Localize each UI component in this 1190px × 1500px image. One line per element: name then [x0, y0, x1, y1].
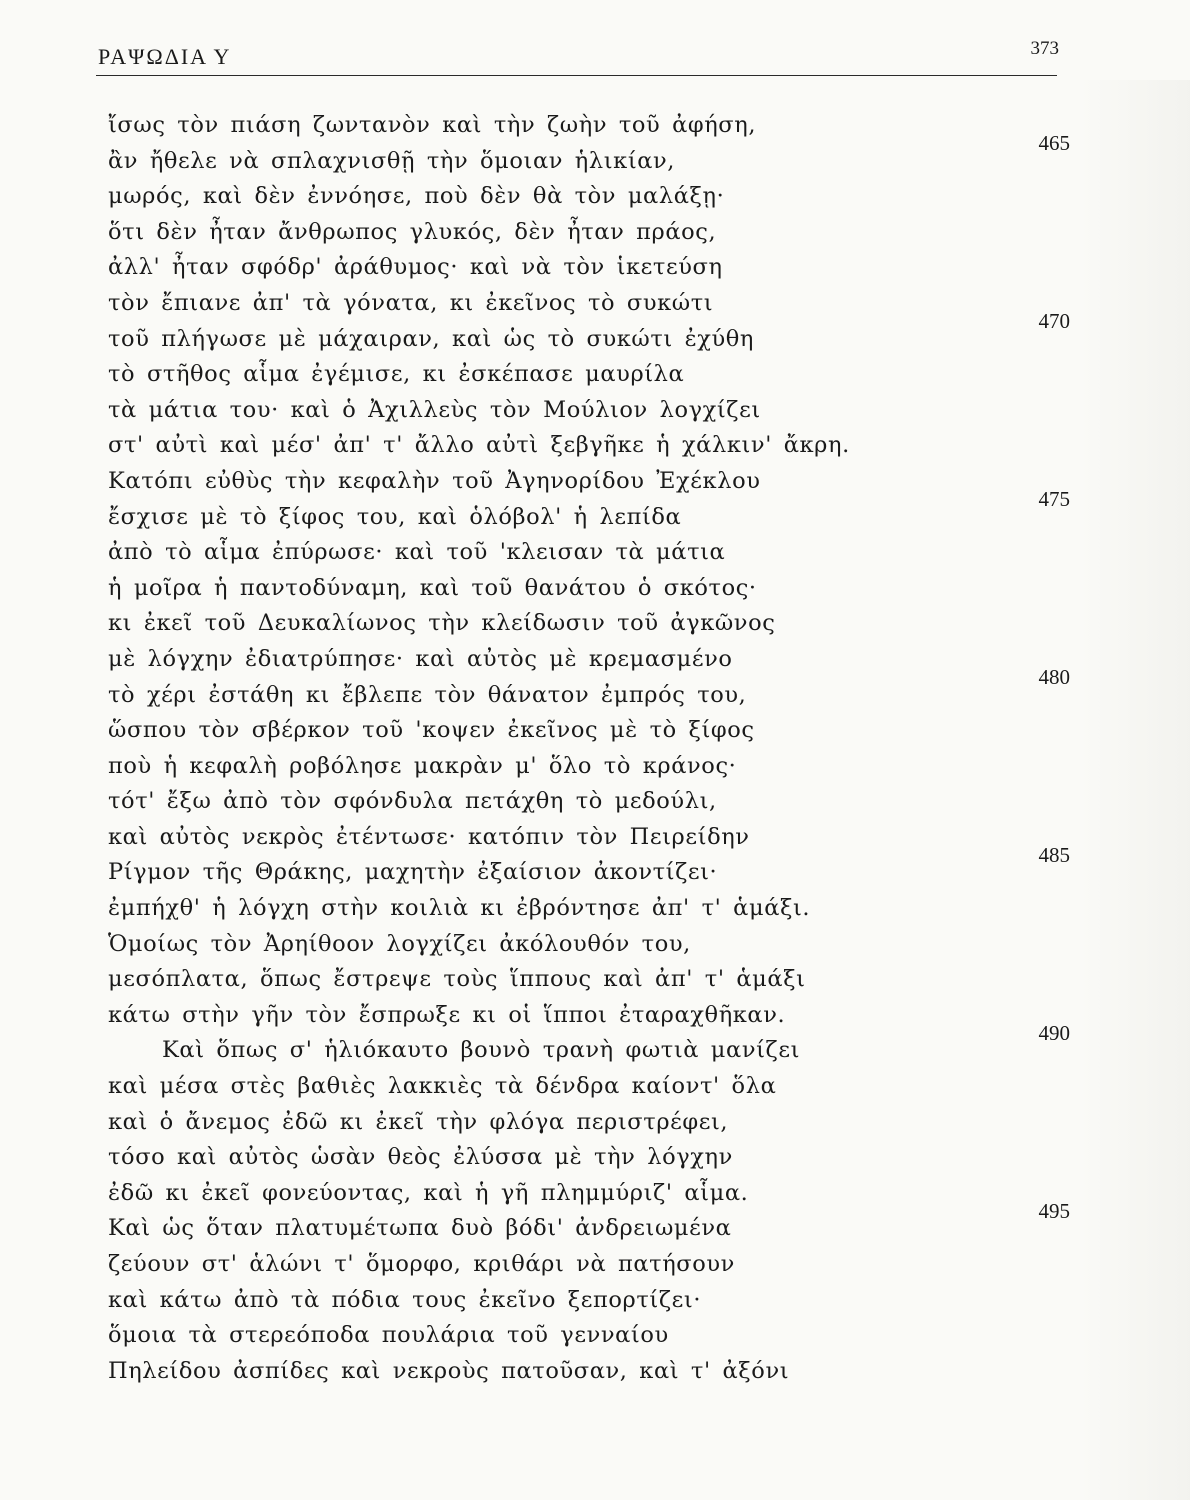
line-number-column [1000, 0, 1090, 1500]
verse-line: κι ἐκεῖ τοῦ Δευκαλίωνος τὴν κλείδωσιν τοῦ ἀγκῶνος [108, 610, 776, 637]
verse-line: τότ' ἔξω ἀπὸ τὸν σφόνδυλα πετάχθη τὸ μεδούλι, [108, 788, 717, 815]
line-number: 480 [1038, 665, 1070, 689]
line-number: 490 [1038, 1021, 1070, 1045]
verse-line: καὶ μέσα στὲς βαθιὲς λακκιὲς τὰ δένδρα καίοντ' ὅλα [108, 1073, 777, 1100]
line-number: 470 [1038, 309, 1070, 333]
verse-line: τὸ στῆθος αἷμα ἐγέμισε, κι ἐσκέπασε μαυρίλα [108, 361, 685, 388]
verse-line: τόσο καὶ αὐτὸς ὡσὰν θεὸς ἐλύσσα μὲ τὴν λόγχην [108, 1144, 733, 1171]
verse-line: ποὺ ἡ κεφαλὴ ροβόλησε μακρὰν μ' ὅλο τὸ κράνος· [108, 752, 737, 779]
verse-line: τὸ χέρι ἐστάθη κι ἔβλεπε τὸν θάνατον ἐμπρός του, [108, 681, 747, 708]
verse-line: Πηλείδου ἀσπίδες καὶ νεκροὺς πατοῦσαν, καὶ τ' ἀξόνι [108, 1357, 790, 1384]
verse-line: ὥσπου τὸν σβέρκον τοῦ 'κοψεν ἐκεῖνος μὲ τὸ ξίφος [108, 717, 755, 744]
verse-line: στ' αὐτὶ καὶ μέσ' ἀπ' τ' ἄλλο αὐτὶ ξεβγῆκε ἡ χάλκιν' ἄκρη. [108, 432, 850, 459]
verse-line: καὶ ὁ ἄνεμος ἐδῶ κι ἐκεῖ τὴν φλόγα περιστρέφει, [108, 1108, 729, 1135]
verse-line: καὶ κάτω ἀπὸ τὰ πόδια τους ἐκεῖνο ξεπορτίζει· [108, 1286, 702, 1313]
verse-line: μωρός, καὶ δὲν ἐννόησε, ποὺ δὲν θὰ τὸν μαλάξῃ· [108, 183, 725, 210]
verse-line: ὅμοια τὰ στερεόποδα πουλάρια τοῦ γενναίου [108, 1322, 669, 1349]
line-number: 475 [1038, 487, 1070, 511]
verse-line: ἀλλ' ἦταν σφόδρ' ἀράθυμος· καὶ νὰ τὸν ἱκετεύση [108, 254, 723, 281]
verse-line: ἴσως τὸν πιάση ζωντανὸν καὶ τὴν ζωὴν τοῦ ἀφήση, [108, 112, 757, 138]
verse-line: ἐμπήχθ' ἡ λόγχη στὴν κοιλιὰ κι ἐβρόντησε ἀπ' τ' ἁμάξι. [108, 895, 811, 922]
page-edge-shadow [1080, 80, 1190, 1500]
header-rule [96, 75, 1057, 76]
verse-line: ζεύουν στ' ἁλώνι τ' ὅμορφο, κριθάρι νὰ πατήσουν [108, 1251, 735, 1277]
verse-line: Καὶ ὡς ὅταν πλατυμέτωπα δυὸ βόδι' ἀνδρειωμένα [108, 1215, 732, 1242]
verse-line: Κατόπι εὐθὺς τὴν κεφαλὴν τοῦ Ἀγηνορίδου Ἐχέκλου [108, 467, 761, 494]
verse-line: Ὁμοίως τὸν Ἀρηίθοον λογχίζει ἀκόλουθόν του, [108, 930, 691, 957]
verse-line: ἡ μοῖρα ἡ παντοδύναμη, καὶ τοῦ θανάτου ὁ σκότος· [108, 574, 757, 601]
verse-line: ἂν ἤθελε νὰ σπλαχνισθῇ τὴν ὅμοιαν ἡλικίαν, [108, 147, 676, 174]
verse-line: τοῦ πλήγωσε μὲ μάχαιραν, καὶ ὡς τὸ συκώτι ἐχύθη [108, 325, 754, 352]
line-number: 485 [1038, 843, 1070, 867]
verse-line: ἔσχισε μὲ τὸ ξίφος του, καὶ ὁλόβολ' ἡ λεπίδα [108, 503, 682, 530]
running-head [98, 38, 1061, 78]
verse-line: μεσόπλατα, ὅπως ἔστρεψε τοὺς ἵππους καὶ ἀπ' τ' ἁμάξι [108, 966, 806, 993]
page-number: 373 [1030, 38, 1059, 59]
verse-line: ἀπὸ τὸ αἷμα ἐπύρωσε· καὶ τοῦ 'κλεισαν τὰ μάτια [108, 539, 726, 566]
line-number: 495 [1038, 1199, 1070, 1223]
verse-line: Καὶ ὅπως σ' ἡλιόκαυτο βουνὸ τρανὴ φωτιὰ μανίζει [162, 1037, 800, 1064]
verse-line: ἐδῶ κι ἐκεῖ φονεύοντας, καὶ ἡ γῆ πλημμύριζ' αἷμα. [108, 1179, 749, 1206]
verse-line: μὲ λόγχην ἐδιατρύπησε· καὶ αὐτὸς μὲ κρεμασμένο [108, 645, 733, 672]
verse-line: τὸν ἔπιανε ἀπ' τὰ γόνατα, κι ἐκεῖνος τὸ συκώτι [108, 289, 714, 316]
verse-list [108, 108, 948, 1389]
line-number: 465 [1038, 131, 1070, 155]
verse-line: ὅτι δὲν ἦταν ἄνθρωπος γλυκός, δὲν ἦταν πράος, [108, 218, 717, 245]
section-title: ΡΑΨΩΔΙΑ Υ [98, 44, 232, 69]
verse-line: κάτω στὴν γῆν τὸν ἔσπρωξε κι οἱ ἵπποι ἐταραχθῆκαν. [108, 1001, 786, 1028]
verse-line: Ρίγμον τῆς Θράκης, μαχητὴν ἐξαίσιον ἀκοντίζει· [108, 859, 718, 886]
verse-line: καὶ αὐτὸς νεκρὸς ἐτέντωσε· κατόπιν τὸν Πειρείδην [108, 823, 750, 850]
verse-line: τὰ μάτια του· καὶ ὁ Ἀχιλλεὺς τὸν Μούλιον λογχίζει [108, 396, 761, 423]
